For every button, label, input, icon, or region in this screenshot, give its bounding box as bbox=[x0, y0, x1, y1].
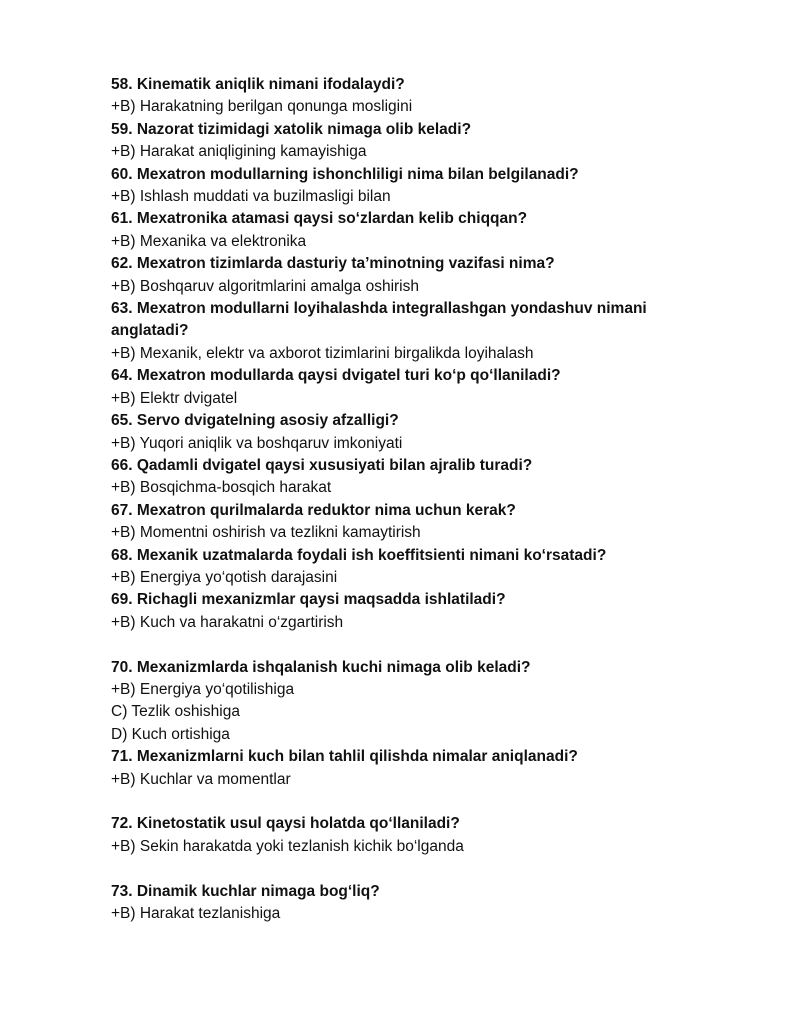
answer-text: +B) Ishlash muddati va buzilmasligi bilan bbox=[111, 188, 391, 206]
question-text: 65. Servo dvigatelning asosiy afzalligi? bbox=[111, 412, 399, 430]
answer-text: +B) Kuch va harakatni o‘zgartirish bbox=[111, 613, 344, 631]
question-text: 58. Kinematik aniqlik nimani ifodalaydi? bbox=[111, 76, 405, 93]
answer-text: +B) Harakat aniqligining kamayishiga bbox=[111, 143, 367, 161]
question-text: 62. Mexatron tizimlarda dasturiy ta’minotning vazifasi nima? bbox=[111, 255, 555, 273]
answer-text: +B) Sekin harakatda yoki tezlanish kichik bo‘lganda bbox=[111, 837, 464, 855]
answer-text: +B) Momentni oshirish va tezlikni kamaytirish bbox=[111, 524, 421, 542]
question-text: 61. Mexatronika atamasi qaysi so‘zlardan kelib chiqqan? bbox=[111, 210, 528, 228]
answer-text: +B) Mexanika va elektronika bbox=[111, 232, 307, 250]
question-text: 68. Mexanik uzatmalarda foydali ish koeffitsienti nimani ko‘rsatadi? bbox=[111, 546, 607, 564]
answer-text: +B) Kuchlar va momentlar bbox=[111, 770, 291, 788]
answer-text: C) Tezlik oshishiga bbox=[111, 703, 240, 721]
question-text: 60. Mexatron modullarning ishonchliligi nima bilan belgilanadi? bbox=[111, 165, 579, 183]
question-text: 64. Mexatron modullarda qaysi dvigatel turi ko‘p qo‘llaniladi? bbox=[111, 367, 561, 385]
answer-text: +B) Yuqori aniqlik va boshqaruv imkoniyati bbox=[111, 434, 403, 452]
question-text: 69. Richagli mexanizmlar qaysi maqsadda ishlatiladi? bbox=[111, 591, 506, 609]
question-text: 59. Nazorat tizimidagi xatolik nimaga olib keladi? bbox=[111, 120, 472, 138]
answer-text: +B) Mexanik, elektr va axborot tizimlarini birgalikda loyihalash bbox=[111, 344, 534, 362]
document-page bbox=[111, 74, 711, 925]
answer-text: +B) Harakatning berilgan qonunga mosligini bbox=[111, 98, 413, 116]
answer-text: D) Kuch ortishiga bbox=[111, 725, 230, 743]
question-text: 66. Qadamli dvigatel qaysi xususiyati bilan ajralib turadi? bbox=[111, 456, 533, 474]
answer-text: +B) Boshqaruv algoritmlarini amalga oshirish bbox=[111, 277, 419, 295]
question-text: 72. Kinetostatik usul qaysi holatda qo‘llaniladi? bbox=[111, 815, 460, 833]
blank-line bbox=[111, 858, 711, 880]
answer-text: +B) Energiya yo‘qotish darajasini bbox=[111, 568, 338, 586]
answer-text: +B) Elektr dvigatel bbox=[111, 389, 238, 407]
question-text: 71. Mexanizmlarni kuch bilan tahlil qilishda nimalar aniqlanadi? bbox=[111, 748, 578, 766]
answer-text: +B) Harakat tezlanishiga bbox=[111, 904, 281, 922]
blank-line bbox=[111, 634, 711, 656]
answer-text: +B) Bosqichma-bosqich harakat bbox=[111, 479, 332, 497]
question-text: 67. Mexatron qurilmalarda reduktor nima uchun kerak? bbox=[111, 501, 516, 519]
answer-text: +B) Energiya yo‘qotilishiga bbox=[111, 680, 295, 698]
blank-line bbox=[111, 791, 711, 813]
question-text: 63. Mexatron modullarni loyihalashda integrallashgan yondashuv nimani anglatadi? bbox=[111, 300, 647, 340]
question-text: 73. Dinamik kuchlar nimaga bog‘liq? bbox=[111, 882, 380, 900]
question-text: 70. Mexanizmlarda ishqalanish kuchi nimaga olib keladi? bbox=[111, 658, 531, 676]
